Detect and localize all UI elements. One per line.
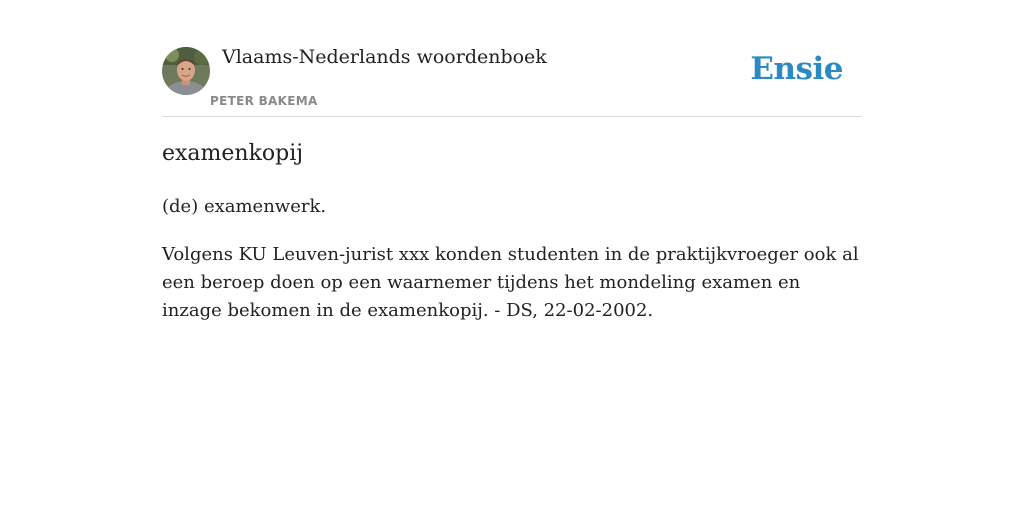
entry-content <box>162 136 862 325</box>
avatar-photo-icon <box>162 47 210 95</box>
dictionary-title[interactable]: Vlaams-Nederlands woordenboek <box>222 46 547 68</box>
entry-definition: (de) examenwerk. <box>162 196 327 217</box>
author-avatar[interactable] <box>162 47 210 95</box>
entry-example: Volgens KU Leuven-jurist xxx konden studenten in de praktijkvroeger ook al een beroep doen op een waarnemer tijdens het mondeling examen en inzage bekomen in de examenkopij. - DS, 22-02-2002. <box>162 244 859 321</box>
entry-term: examenkopij <box>162 141 304 166</box>
author-name[interactable]: PETER BAKEMA <box>210 94 318 108</box>
ensie-logo[interactable]: Ensie <box>750 51 843 87</box>
entry-header <box>162 46 862 117</box>
